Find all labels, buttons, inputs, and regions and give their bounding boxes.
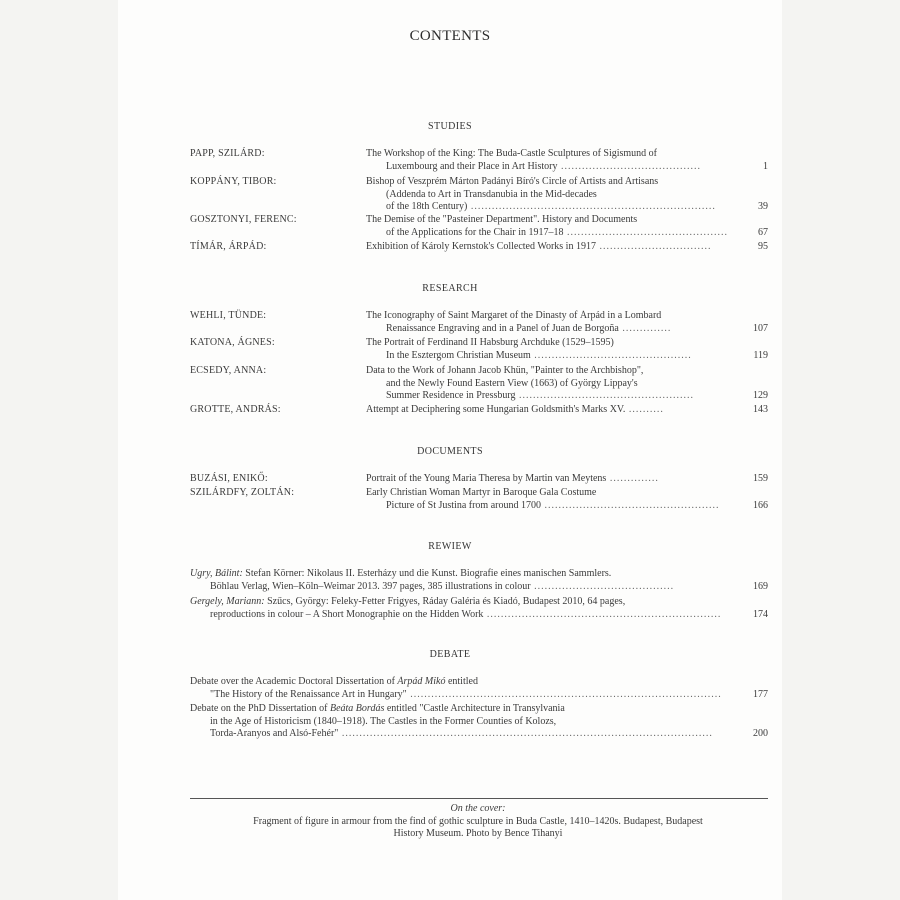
entry-page-number: 95 xyxy=(758,241,768,252)
entry-title xyxy=(366,176,754,214)
entry-author: GOSZTONYI, FERENC: xyxy=(190,214,297,225)
page-title: CONTENTS xyxy=(409,28,491,44)
entry-title xyxy=(366,148,754,173)
entry-title xyxy=(366,487,754,512)
entry-page-number: 177 xyxy=(753,688,768,700)
section-heading-documents: DOCUMENTS xyxy=(417,446,483,457)
entry-author: BUZÁSI, ENIKŐ: xyxy=(190,473,268,484)
entry-author: KATONA, ÁGNES: xyxy=(190,337,275,348)
review-line: Gergely, Mariann: Szűcs, György: Feleky-Fetter Frigyes, Ráday Galéria és Kiadó, Budapest 2010, 64 pages, xyxy=(190,596,626,607)
entry-author: ECSEDY, ANNA: xyxy=(190,365,267,376)
entry-page-number: 200 xyxy=(753,728,768,739)
debate-line: Torda-Aranyos and Alsó-Fehér" .......................................................................................................... xyxy=(210,728,713,739)
title-line: Bishop of Veszprém Márton Padányi Bíró's Circle of Artists and Artisans xyxy=(366,176,659,187)
debate-line: "The History of the Renaissance Art in Hungary" ......................................................................................... xyxy=(210,688,722,700)
entry-page-number: 159 xyxy=(753,473,768,484)
entry-page-number: 119 xyxy=(753,349,768,361)
title-line: The Workshop of the King: The Buda-Castle Sculptures of Sigismund of xyxy=(366,148,658,159)
title-line: of the Applications for the Chair in 1917–18 .............................................. xyxy=(386,226,728,238)
contents-page xyxy=(118,0,782,900)
entry-page-number: 129 xyxy=(753,390,768,401)
title-line: Summer Residence in Pressburg .................................................. xyxy=(386,390,695,401)
title-line: Attempt at Deciphering some Hungarian Goldsmith's Marks XV. .......... xyxy=(366,404,664,415)
title-line: Renaissance Engraving and in a Panel of Juan de Borgoña .............. xyxy=(386,322,672,334)
title-line: Early Christian Woman Martyr in Baroque Gala Costume xyxy=(366,487,597,498)
title-line: In the Esztergom Christian Museum ............................................. xyxy=(386,349,692,361)
entry-page-number: 174 xyxy=(753,608,768,620)
entry-title xyxy=(366,214,754,239)
entry-author: PAPP, SZILÁRD: xyxy=(190,148,265,159)
entry-page-number: 143 xyxy=(753,404,768,415)
title-line: Data to the Work of Johann Jacob Khün, "Painter to the Archbishop", xyxy=(366,365,644,376)
cover-divider xyxy=(190,798,768,799)
cover-line: Fragment of figure in armour from the find of gothic sculpture in Buda Castle, 1410–1420s. Budapest, Budapest xyxy=(253,815,703,827)
entry-author: TÍMÁR, ÁRPÁD: xyxy=(190,241,267,252)
entry-title xyxy=(366,473,754,486)
title-line: and the Newly Found Eastern View (1663) of György Lippay's xyxy=(386,377,638,389)
review-line: Ugry, Bálint: Stefan Körner: Nikolaus II. Esterházy und die Kunst. Biografie eines manischen Sammlers. xyxy=(190,568,612,579)
entry-title xyxy=(366,365,754,403)
entry-author: GROTTE, ANDRÁS: xyxy=(190,404,281,415)
entry-author: WEHLI, TÜNDE: xyxy=(190,310,267,321)
cover-caption xyxy=(178,803,778,841)
entry-page-number: 67 xyxy=(758,226,768,238)
title-line: The Demise of the "Pasteiner Department". History and Documents xyxy=(366,214,638,225)
debate-line: Debate on the PhD Dissertation of Beáta Bordás entitled "Castle Architecture in Transylvania xyxy=(190,703,565,714)
entry-title xyxy=(366,241,754,254)
title-line: Luxembourg and their Place in Art History ........................................ xyxy=(386,160,701,172)
entry-page-number: 1 xyxy=(763,160,768,172)
review-line: reproductions in colour – A Short Monographie on the Hidden Work ................................................................... xyxy=(210,608,722,620)
debate-text xyxy=(190,676,750,701)
title-line: The Portrait of Ferdinand II Habsburg Archduke (1529–1595) xyxy=(366,337,614,348)
title-line: Portrait of the Young Maria Theresa by Martin van Meytens .............. xyxy=(366,473,659,484)
title-line: The Iconography of Saint Margaret of the Dinasty of Árpád in a Lombard xyxy=(366,310,662,321)
review-line: Böhlau Verlag, Wien–Köln–Weimar 2013. 397 pages, 385 illustrations in colour ........................................ xyxy=(210,580,675,592)
debate-text xyxy=(190,703,750,741)
entry-author: SZILÁRDFY, ZOLTÁN: xyxy=(190,487,295,498)
debate-line: Debate over the Academic Doctoral Dissertation of Árpád Mikó entitled xyxy=(190,676,478,687)
section-heading-studies: STUDIES xyxy=(428,121,472,132)
debate-line: in the Age of Historicism (1840–1918). The Castles in the Former Counties of Kolozs, xyxy=(210,715,557,727)
title-line: of the 18th Century) ...................................................................... xyxy=(386,201,716,212)
section-heading-review: REWIEW xyxy=(428,541,472,552)
cover-label: On the cover: xyxy=(450,803,506,814)
review-text xyxy=(190,596,750,621)
cover-line: History Museum. Photo by Bence Tihanyi xyxy=(393,828,563,839)
review-text xyxy=(190,568,750,593)
section-heading-debate: DEBATE xyxy=(429,649,471,660)
section-heading-research: RESEARCH xyxy=(422,283,478,294)
entry-author: KOPPÁNY, TIBOR: xyxy=(190,176,277,187)
entry-page-number: 166 xyxy=(753,499,768,511)
title-line: Exhibition of Károly Kernstok's Collected Works in 1917 ................................ xyxy=(366,241,712,252)
entry-page-number: 107 xyxy=(753,322,768,334)
entry-title xyxy=(366,310,754,335)
entry-title xyxy=(366,337,754,362)
entry-page-number: 169 xyxy=(753,580,768,592)
entry-page-number: 39 xyxy=(758,201,768,212)
title-line: (Addenda to Art in Transdanubia in the Mid-decades xyxy=(386,188,597,200)
entry-title xyxy=(366,404,754,417)
title-line: Picture of St Justina from around 1700 .................................................. xyxy=(386,499,720,511)
